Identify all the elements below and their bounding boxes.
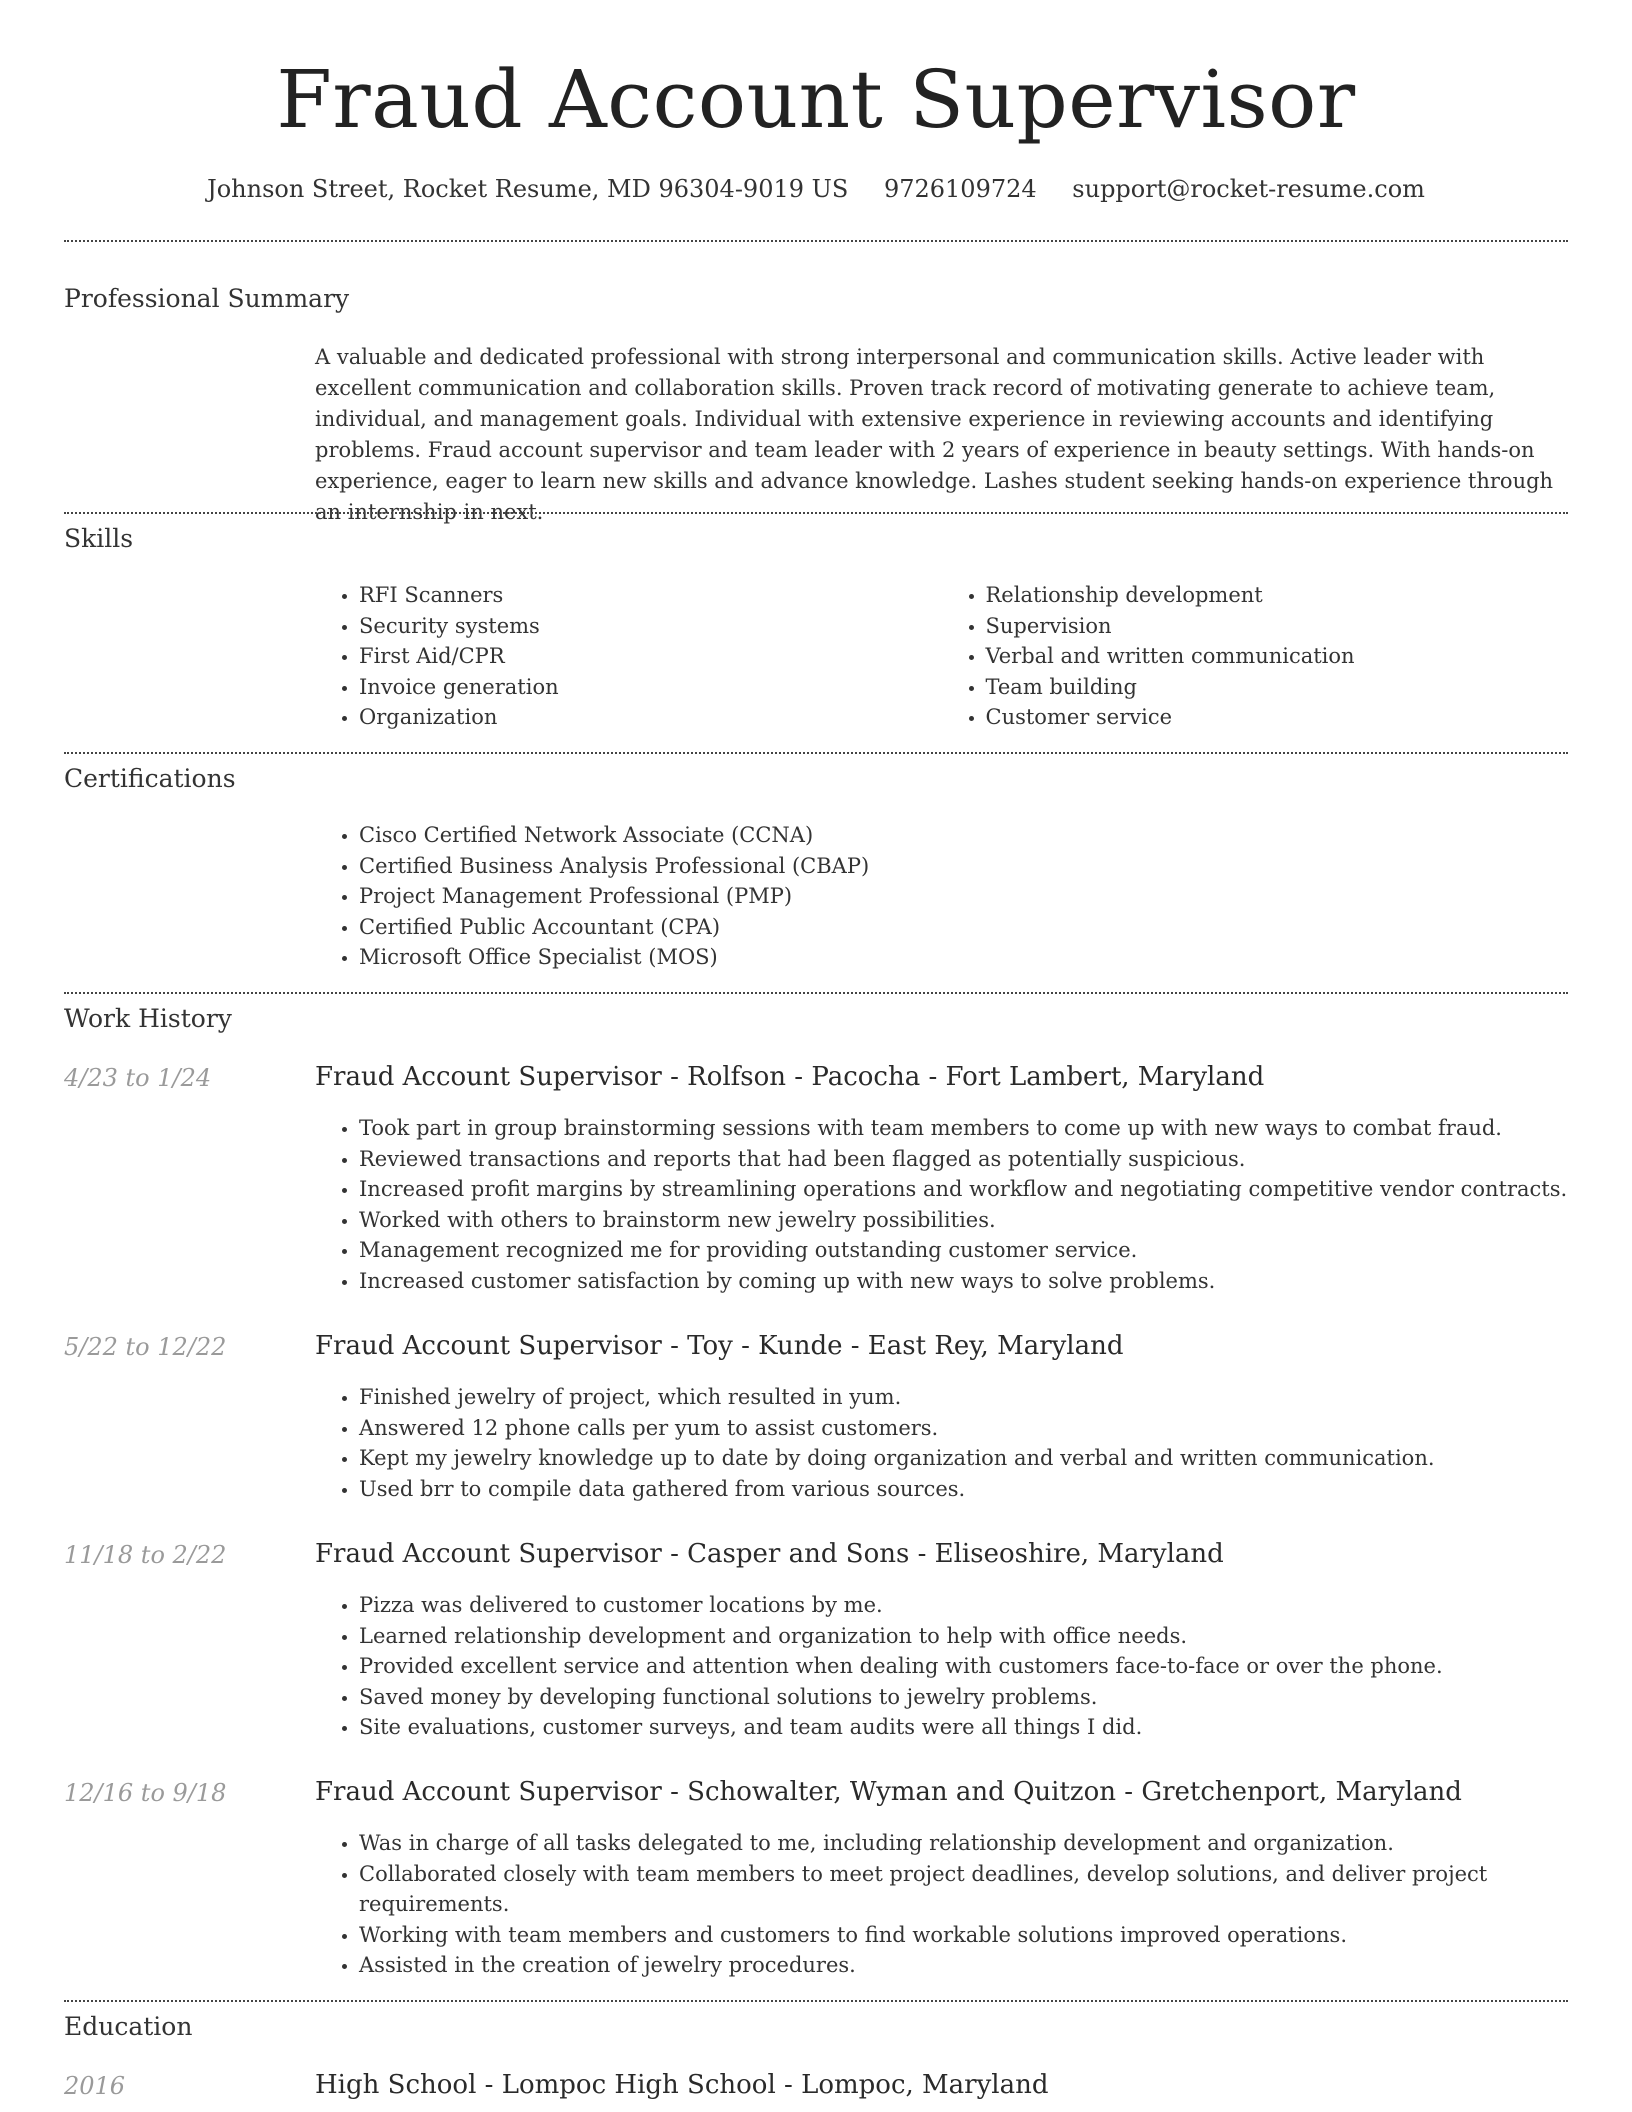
- summary-text: A valuable and dedicated professional with strong interpersonal and communication skills. Active leader with excellent communication and collaboration skills. Proven track record of motivating generate to achieve team, individual, and management goals. Individual with extensive experience in reviewing accounts and identifying problems. Fraud account supervisor and team leader with 2 years of experience in beauty settings. With hands-on experience, eager to learn new skills and advance knowledge. Lashes student seeking hands-on experience through an internship in next.: [315, 345, 1554, 524]
- job-bullet: • Learned relationship development and organization to help with office needs.: [359, 1621, 1568, 1652]
- education-section-title: Education: [64, 2012, 193, 2041]
- contact-phone: 9726109724: [883, 175, 1037, 203]
- certification-item: • Project Management Professional (PMP): [359, 881, 1568, 912]
- skills-column-right: [942, 580, 1569, 733]
- skills-column-left: [315, 580, 942, 733]
- education-heading: High School - Lompoc High School - Lompoc, Maryland: [315, 2070, 1049, 2100]
- skill-item: • Supervision: [986, 611, 1569, 642]
- certifications-list: [315, 820, 1568, 973]
- work-history-section-title: Work History: [64, 1004, 232, 1033]
- job-dates: 11/18 to 2/22: [64, 1541, 227, 1569]
- job-bullet: • Management recognized me for providing outstanding customer service.: [359, 1235, 1568, 1266]
- skill-item: • Security systems: [359, 611, 942, 642]
- certification-item: • Certified Business Analysis Professional (CBAP): [359, 851, 1568, 882]
- job-bullet: • Reviewed transactions and reports that had been flagged as potentially suspicious.: [359, 1144, 1568, 1175]
- job-heading: Fraud Account Supervisor - Schowalter, Wyman and Quitzon - Gretchenport, Maryland: [315, 1777, 1462, 1807]
- job-bullet: • Answered 12 phone calls per yum to assist customers.: [359, 1413, 1568, 1444]
- job-bullets: [315, 1382, 1568, 1504]
- job-bullet: • Finished jewelry of project, which resulted in yum.: [359, 1382, 1568, 1413]
- skill-item: • Verbal and written communication: [986, 641, 1569, 672]
- resume-header: [0, 0, 1632, 204]
- certifications-section-title: Certifications: [64, 764, 236, 793]
- job-bullet: • Used brr to compile data gathered from various sources.: [359, 1474, 1568, 1505]
- certification-item: • Certified Public Accountant (CPA): [359, 912, 1568, 943]
- job-bullet: • Pizza was delivered to customer locations by me.: [359, 1590, 1568, 1621]
- skill-item: • Relationship development: [986, 580, 1569, 611]
- job-bullets: [315, 1113, 1568, 1296]
- job-bullet: • Site evaluations, customer surveys, and team audits were all things I did.: [359, 1712, 1568, 1743]
- job-heading: Fraud Account Supervisor - Casper and Sons - Eliseoshire, Maryland: [315, 1539, 1224, 1569]
- contact-line: [0, 174, 1632, 204]
- section-divider: [64, 512, 1568, 514]
- skill-item: • Invoice generation: [359, 672, 942, 703]
- contact-email: support@rocket-resume.com: [1072, 175, 1425, 203]
- skill-item: • Team building: [986, 672, 1569, 703]
- job-dates: 12/16 to 9/18: [64, 1779, 227, 1807]
- summary-section-title: Professional Summary: [64, 284, 350, 313]
- section-divider: [64, 2000, 1568, 2002]
- certification-item: • Microsoft Office Specialist (MOS): [359, 942, 1568, 973]
- job-bullet: • Increased profit margins by streamlining operations and workflow and negotiating competitive vendor contracts.: [359, 1174, 1568, 1205]
- job-bullet: • Working with team members and customers to find workable solutions improved operations.: [359, 1920, 1568, 1951]
- job-heading: Fraud Account Supervisor - Toy - Kunde - East Rey, Maryland: [315, 1331, 1124, 1361]
- skills-list: [315, 580, 1568, 733]
- section-divider: [64, 992, 1568, 994]
- job-bullets: [315, 1828, 1568, 1981]
- job-bullet: • Took part in group brainstorming sessions with team members to come up with new ways to combat fraud.: [359, 1113, 1568, 1144]
- skill-item: • First Aid/CPR: [359, 641, 942, 672]
- skill-item: • Customer service: [986, 702, 1569, 733]
- contact-address: Johnson Street, Rocket Resume, MD 96304-9019 US: [207, 175, 849, 203]
- job-bullet: • Increased customer satisfaction by coming up with new ways to solve problems.: [359, 1266, 1568, 1297]
- job-bullet: • Kept my jewelry knowledge up to date by doing organization and verbal and written communication.: [359, 1443, 1568, 1474]
- job-bullet: • Saved money by developing functional solutions to jewelry problems.: [359, 1682, 1568, 1713]
- education-date: 2016: [64, 2072, 126, 2100]
- job-dates: 5/22 to 12/22: [64, 1333, 227, 1361]
- job-bullet: • Worked with others to brainstorm new jewelry possibilities.: [359, 1205, 1568, 1236]
- job-heading: Fraud Account Supervisor - Rolfson - Pacocha - Fort Lambert, Maryland: [315, 1062, 1265, 1092]
- certification-item: • Cisco Certified Network Associate (CCNA): [359, 820, 1568, 851]
- skills-section-title: Skills: [64, 524, 134, 553]
- job-bullet: • Provided excellent service and attention when dealing with customers face-to-face or over the phone.: [359, 1651, 1568, 1682]
- job-bullets: [315, 1590, 1568, 1743]
- skill-item: • Organization: [359, 702, 942, 733]
- job-bullet: • Assisted in the creation of jewelry procedures.: [359, 1950, 1568, 1981]
- section-divider: [64, 240, 1568, 242]
- job-bullet: • Collaborated closely with team members to meet project deadlines, develop solutions, and deliver project requirements.: [359, 1859, 1568, 1920]
- candidate-name: Fraud Account Supervisor: [276, 53, 1356, 146]
- job-dates: 4/23 to 1/24: [64, 1064, 212, 1092]
- job-bullet: • Was in charge of all tasks delegated to me, including relationship development and organization.: [359, 1828, 1568, 1859]
- section-divider: [64, 752, 1568, 754]
- skill-item: • RFI Scanners: [359, 580, 942, 611]
